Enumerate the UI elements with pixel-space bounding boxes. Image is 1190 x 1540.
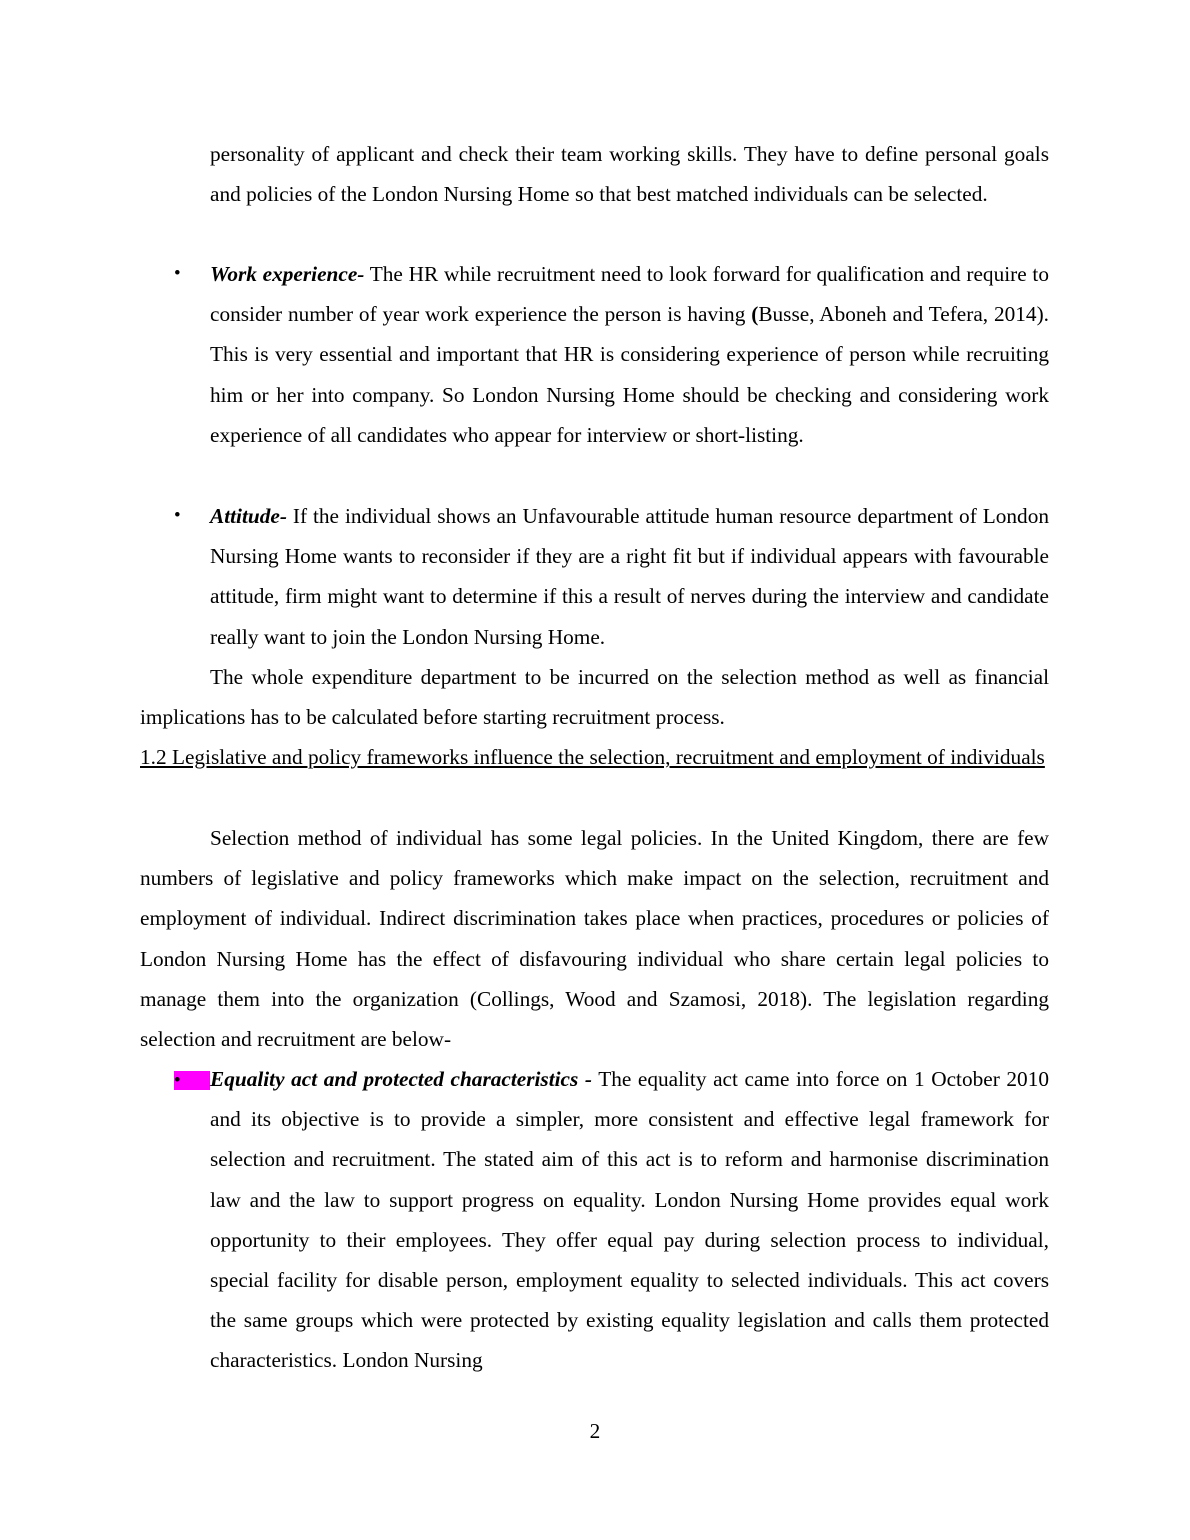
paragraph-selection-method: Selection method of individual has some legal policies. In the United Kingdom, there are few numbers of legislative and policy frameworks which make impact on the selection, recruitment and employment of individual. Indirect discrimination takes place when practices, procedures or policies of London Nursing Home has the effect of disfavouring individual who share certain legal policies to manage them into the organization (Collings, Wood and Szamosi, 2018). The legislation regarding selection and recruitment are below- xyxy=(140,826,1049,1052)
bullet-dot-highlighted: • xyxy=(174,1071,210,1090)
bullet-work-experience xyxy=(210,254,1049,455)
bullet-equality-act xyxy=(210,1059,1049,1381)
bullet-text: The HR while recruitment need to look forward for qualification and require to consider number of year work experience the person is having xyxy=(210,262,1049,327)
paragraph-expenditure: The whole expenditure department to be incurred on the selection method as well as financial implications has to be calculated before starting recruitment process. xyxy=(140,665,1049,730)
bullet-term: Work experience- xyxy=(210,262,365,286)
page-number: 2 xyxy=(589,1419,601,1443)
bullet-term: Attitude- xyxy=(210,504,287,528)
bullet-text: If the individual shows an Unfavourable attitude human resource department of London Nursing Home wants to reconsider if they are a right fit but if individual appears with favourable attitude, firm might want to determine if this a result of nerves during the interview and candidate really want to join the London Nursing Home. xyxy=(210,504,1049,649)
paragraph-continuation: personality of applicant and check their team working skills. They have to define personal goals and policies of the London Nursing Home so that best matched individuals can be selected. xyxy=(210,142,1049,207)
bullet-dot: • xyxy=(174,263,181,284)
bullet-term: Equality act and protected characteristics - xyxy=(210,1067,592,1091)
bold-paren: ( xyxy=(751,302,759,327)
section-heading-1-2: 1.2 Legislative and policy frameworks influence the selection, recruitment and employment of individuals xyxy=(140,745,1045,769)
bullet-dot: • xyxy=(174,505,181,526)
bullet-attitude xyxy=(210,496,1049,657)
bullet-text: The equality act came into force on 1 October 2010 and its objective is to provide a simpler, more consistent and effective legal framework for selection and recruitment. The stated aim of this act is to reform and harmonise discrimination law and the law to support progress on equality. London Nursing Home provides equal work opportunity to their employees. They offer equal pay during selection process to individual, special facility for disable person, employment equality to selected individuals. This act covers the same groups which were protected by existing equality legislation and calls them protected characteristics. London Nursing xyxy=(210,1067,1050,1373)
bullet-text-continued: Busse, Aboneh and Tefera, 2014). This is very essential and important that HR is considering experience of person while recruiting him or her into company. So London Nursing Home should be checking and considering work experience of all candidates who appear for interview or short-listing. xyxy=(210,302,1049,447)
